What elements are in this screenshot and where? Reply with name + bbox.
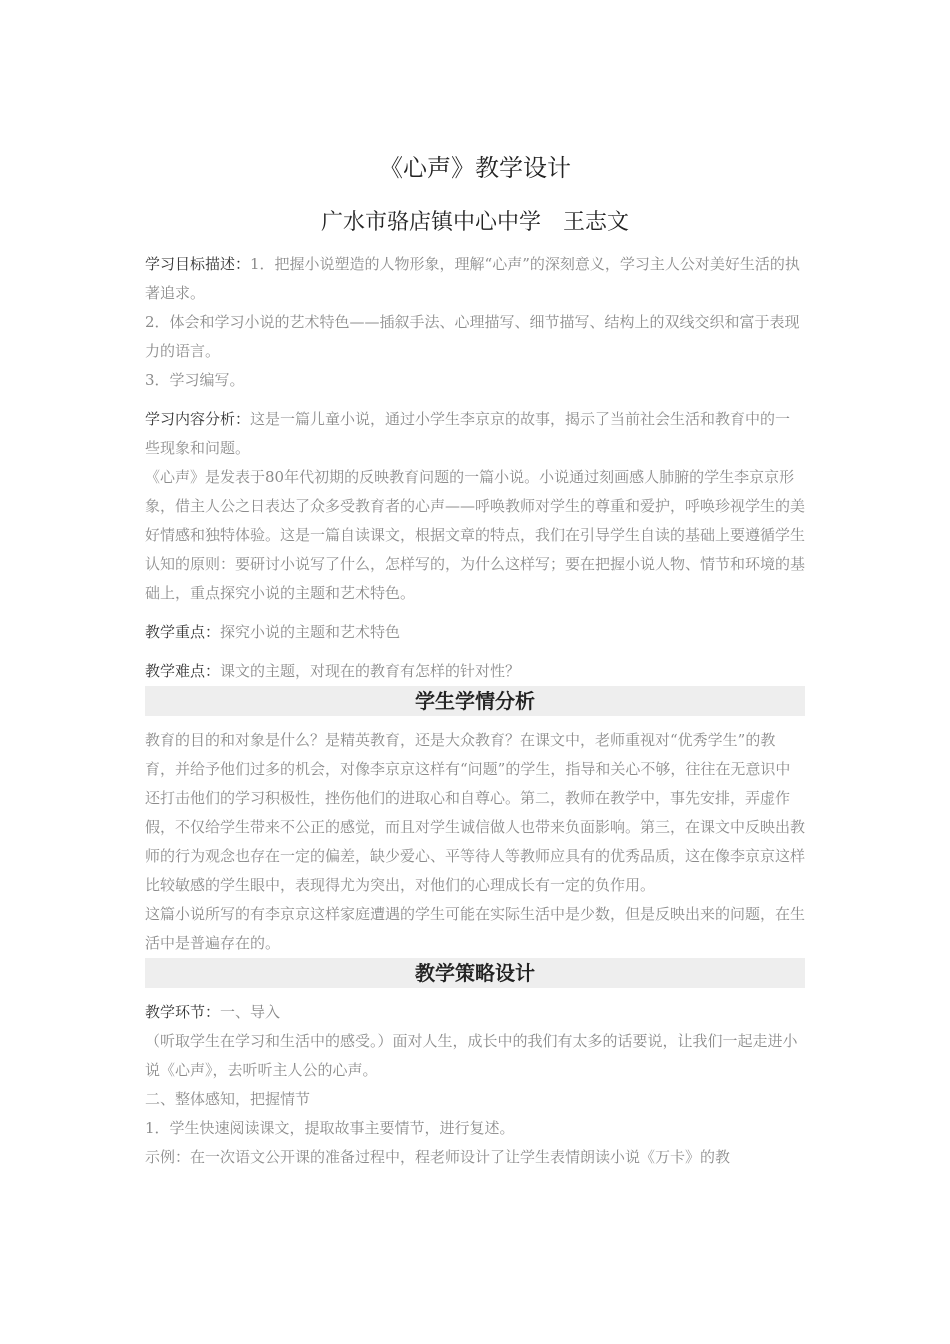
strategy-step-2: 二、整体感知，把握情节 xyxy=(145,1090,311,1108)
difficulty-paragraph xyxy=(145,657,805,686)
goals-label: 学习目标描述： xyxy=(145,255,251,273)
content-analysis-text-2: 《心声》是发表于80年代初期的反映教育问题的一篇小说。小说通过刻画感人肺腑的学生李京京形象，借主人公之日表达了众多受教育者的心声——呼唤教师对学生的尊重和爱护，呼唤珍视学生的美好情感和独特体验。这是一篇自读课文，根据文章的特点，我们在引导学生自读的基础上要遵循学生认知的原则：要研讨小说写了什么，怎样写的，为什么这样写；要在把握小说人物、情节和环境的基础上，重点探究小说的主题和艺术特色。 xyxy=(145,468,806,602)
difficulty-label: 教学难点： xyxy=(145,662,221,680)
goals-item-2: 2．体会和学习小说的艺术特色——插叙手法、心理描写、细节描写、结构上的双线交织和富于表现力的语言。 xyxy=(145,313,800,360)
student-analysis-text-1: 教育的目的和对象是什么？是精英教育，还是大众教育？在课文中，老师重视对“优秀学生”的教育，并给予他们过多的机会，对像李京京这样有“问题”的学生，指导和关心不够，往往在无意识中还打击他们的学习积极性，挫伤他们的进取心和自尊心。第二，教师在教学中，事先安排，弄虚作假，不仅给学生带来不公正的感觉，而且对学生诚信做人也带来负面影响。第三，在课文中反映出教师的行为观念也存在一定的偏差，缺少爱心、平等待人等教师应具有的优秀品质，这在像李京京这样比较敏感的学生眼中，表现得尤为突出，对他们的心理成长有一定的负作用。 xyxy=(145,731,806,894)
key-point-label: 教学重点： xyxy=(145,623,221,641)
student-analysis-heading: 学生学情分析 xyxy=(145,686,805,716)
content-analysis-label: 学习内容分析： xyxy=(145,410,251,428)
strategy-example: 示例：在一次语文公开课的准备过程中，程老师设计了让学生表情朗读小说《万卡》的教 xyxy=(145,1148,731,1166)
key-point-text: 探究小说的主题和艺术特色 xyxy=(220,623,401,641)
difficulty-text: 课文的主题，对现在的教育有怎样的针对性？ xyxy=(220,662,521,680)
strategy-step-1-paragraph xyxy=(145,998,805,1027)
student-analysis-text-2: 这篇小说所写的有李京京这样家庭遭遇的学生可能在实际生活中是少数，但是反映出来的问题，在生活中是普遍存在的。 xyxy=(145,905,806,952)
strategy-heading: 教学策略设计 xyxy=(145,958,805,988)
key-point-paragraph xyxy=(145,618,805,647)
document-author: 广水市骆店镇中心中学 王志文 xyxy=(320,210,629,235)
strategy-label: 教学环节： xyxy=(145,1003,221,1021)
goals-paragraph xyxy=(145,250,805,308)
goals-item-1: 1．把握小说塑造的人物形象，理解“心声”的深刻意义，学习主人公对美好生活的执著追求。 xyxy=(145,255,800,302)
strategy-intro: （听取学生在学习和生活中的感受。）面对人生，成长中的我们有太多的话要说，让我们一起走进小说《心声》，去听听主人公的心声。 xyxy=(145,1032,798,1079)
document-body xyxy=(145,250,805,1172)
document-title: 《心声》教学设计 xyxy=(379,154,571,182)
strategy-step-1: 一、导入 xyxy=(220,1003,281,1021)
content-analysis-paragraph xyxy=(145,405,805,463)
goals-item-3: 3．学习编写。 xyxy=(145,371,245,389)
strategy-task-1: 1．学生快速阅读课文，提取故事主要情节，进行复述。 xyxy=(145,1119,515,1137)
content-analysis-text-1: 这是一篇儿童小说，通过小学生李京京的故事，揭示了当前社会生活和教育中的一些现象和问题。 xyxy=(145,410,791,457)
